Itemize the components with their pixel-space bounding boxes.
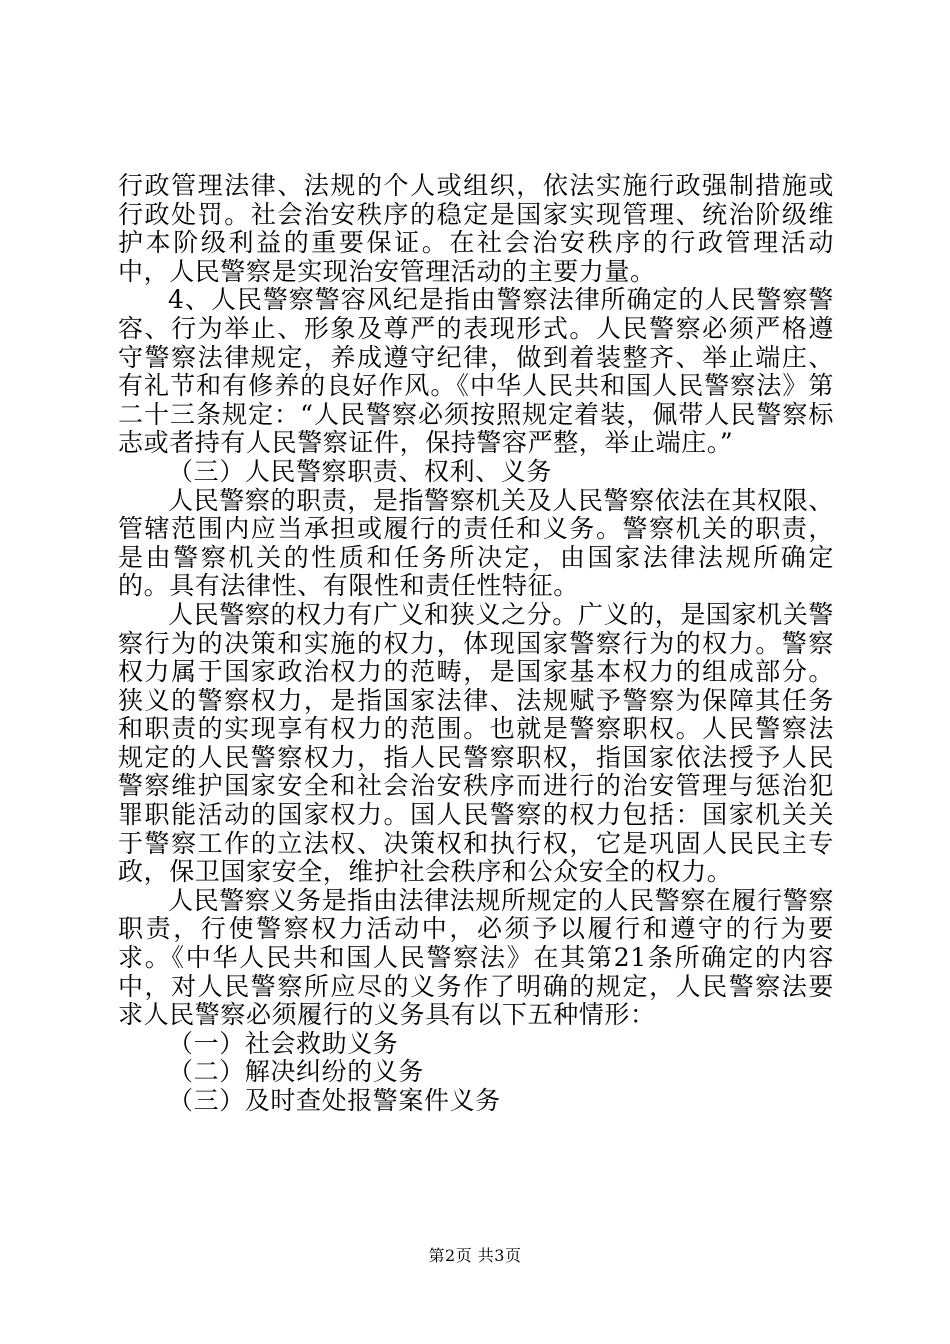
list-item-dispute-resolution: （二）解决纠纷的义务 xyxy=(168,1057,425,1087)
list-item-social-assistance: （一）社会救助义务 xyxy=(168,1028,399,1058)
paragraph-continuation: 行政管理法律、法规的个人或组织，依法实施行政强制措施或行政处罚。社会治安秩序的稳定是国家实现管理、统治阶级维护本阶级利益的重要保证。在社会治安秩序的行政管理活动中，人民警察是实现治安管理活动的主要力量。 xyxy=(118,171,834,286)
paragraph-police-duties: 人民警察的职责，是指警察机关及人民警察依法在其权限、管辖范围内应当承担或履行的责任和义务。警察机关的职责，是由警察机关的性质和任务所决定，由国家法律法规所确定的。具有法律性、有限性和责任性特征。 xyxy=(118,485,834,601)
page-footer: 第2页 共3页 xyxy=(428,1246,522,1265)
list-item-alarm-handling: （三）及时查处报警案件义务 xyxy=(168,1086,501,1115)
body-text xyxy=(118,172,834,1116)
section-heading-duties-rights: （三）人民警察职责、权利、义务 xyxy=(168,456,553,486)
paragraph-police-obligations: 人民警察义务是指由法律法规所规定的人民警察在履行警察职责，行使警察权力活动中，必须予以履行和遵守的行为要求。《中华人民共和国人民警察法》在其第21条所确定的内容中，对人民警察所应尽的义务作了明确的规定，人民警察法要求人民警察必须履行的义务具有以下五种情形： xyxy=(118,885,834,1030)
paragraph-police-power: 人民警察的权力有广义和狭义之分。广义的，是国家机关警察行为的决策和实施的权力，体现国家警察行为的权力。警察权力属于国家政治权力的范畴，是国家基本权力的组成部分。狭义的警察权力，是指国家法律、法规赋予警察为保障其任务和职责的实现享有权力的范围。也就是警察职权。人民警察法规定的人民警察权力，指人民警察职权，指国家依法授予人民警察维护国家安全和社会治安秩序而进行的治安管理与惩治犯罪职能活动的国家权力。国人民警察的权力包括：国家机关关于警察工作的立法权、决策权和执行权，它是巩固人民民主专政，保卫国家安全，维护社会秩序和公众安全的权力。 xyxy=(118,599,834,887)
paragraph-police-appearance: 4、人民警察警容风纪是指由警察法律所确定的人民警察警容、行为举止、形象及尊严的表现形式。人民警察必须严格遵守警察法律规定，养成遵守纪律，做到着装整齐、举止端庄、有礼节和有修养的良好作风。《中华人民共和国人民警察法》第二十三条规定：“人民警察必须按照规定着装，佩带人民警察标志或者持有人民警察证件，保持警容严整，举止端庄。” xyxy=(118,285,834,458)
